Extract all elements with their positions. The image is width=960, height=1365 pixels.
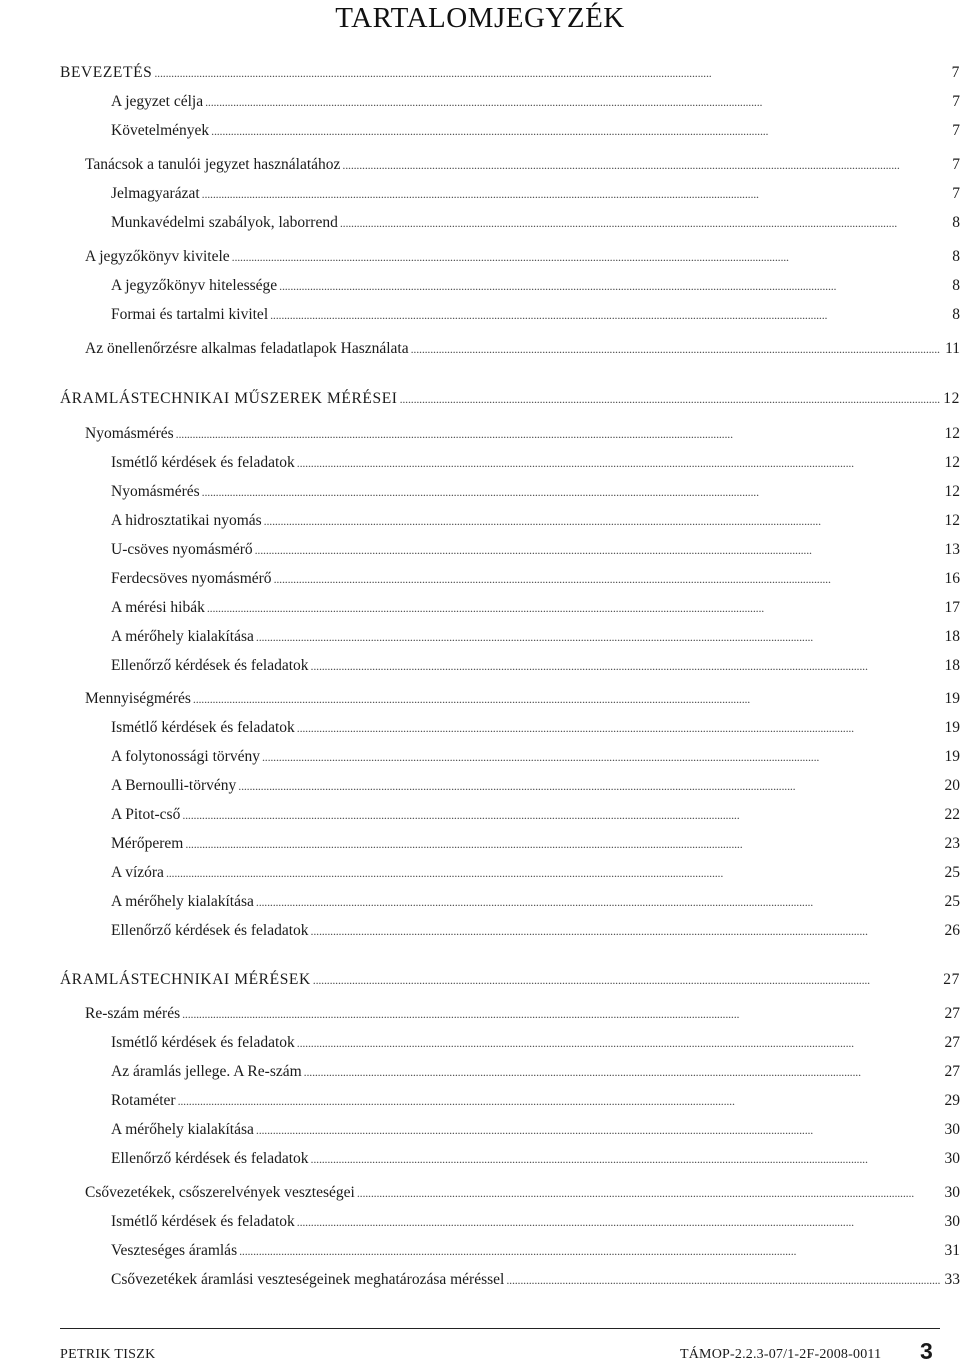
toc-page-number: 7 xyxy=(951,64,960,81)
toc-leader-dots xyxy=(166,862,940,884)
toc-entry[interactable] xyxy=(111,304,960,326)
toc-page-number: 25 xyxy=(944,893,960,910)
footer-project-code: TÁMOP-2.2.3-07/1-2F-2008-0011 xyxy=(680,1347,882,1362)
toc-entry[interactable] xyxy=(85,1003,960,1025)
toc-entry-label: Ismétlő kérdések és feladatok xyxy=(111,719,295,736)
footer-page-number: 3 xyxy=(920,1338,933,1364)
toc-entry-label: U-csöves nyomásmérő xyxy=(111,541,253,558)
toc-page-number: 19 xyxy=(944,719,960,736)
toc-leader-dots xyxy=(411,338,940,360)
toc-page-number: 8 xyxy=(952,306,960,323)
toc-leader-dots xyxy=(202,481,940,503)
footer-divider xyxy=(60,1328,940,1329)
toc-entry[interactable] xyxy=(85,423,960,445)
toc-entry[interactable] xyxy=(85,246,960,268)
toc-page-number: 27 xyxy=(944,1063,960,1080)
toc-page-number: 33 xyxy=(944,1271,960,1288)
toc-entry[interactable] xyxy=(111,1032,960,1054)
toc-entry-label: Csővezetékek, csőszerelvények veszteségei xyxy=(85,1184,355,1201)
toc-page-number: 30 xyxy=(944,1150,960,1167)
toc-page-number: 26 xyxy=(944,922,960,939)
toc-leader-dots xyxy=(202,183,940,205)
toc-leader-dots xyxy=(311,920,940,942)
toc-leader-dots xyxy=(255,539,940,561)
toc-leader-dots xyxy=(340,212,940,234)
toc-entry[interactable] xyxy=(111,1090,960,1112)
toc-entry[interactable] xyxy=(111,1119,960,1141)
toc-entry[interactable] xyxy=(85,154,960,176)
toc-page-number: 8 xyxy=(952,248,960,265)
toc-page-number: 30 xyxy=(944,1184,960,1201)
toc-entry[interactable] xyxy=(111,833,960,855)
toc-leader-dots xyxy=(400,388,940,410)
toc-entry-label: Ellenőrző kérdések és feladatok xyxy=(111,922,309,939)
toc-leader-dots xyxy=(182,804,940,826)
toc-entry[interactable] xyxy=(111,212,960,234)
toc-leader-dots xyxy=(506,1269,940,1291)
toc-entry[interactable] xyxy=(111,275,960,297)
toc-entry-label: A mérőhely kialakítása xyxy=(111,1121,254,1138)
toc-entry[interactable] xyxy=(111,539,960,561)
toc-leader-dots xyxy=(264,510,940,532)
toc-leader-dots xyxy=(274,568,940,590)
toc-page-number: 27 xyxy=(943,971,960,988)
toc-page-number: 20 xyxy=(944,777,960,794)
toc-entry-label: Ferdecsöves nyomásmérő xyxy=(111,570,272,587)
toc-page-number: 11 xyxy=(945,340,960,357)
toc-leader-dots xyxy=(185,833,940,855)
toc-page-number: 17 xyxy=(944,599,960,616)
toc-page-number: 18 xyxy=(944,657,960,674)
toc-leader-dots xyxy=(262,746,940,768)
toc-leader-dots xyxy=(232,246,940,268)
toc-page-number: 25 xyxy=(944,864,960,881)
toc-leader-dots xyxy=(297,452,940,474)
toc-entry-label: A Bernoulli-törvény xyxy=(111,777,237,794)
toc-entry[interactable] xyxy=(111,626,960,648)
toc-leader-dots xyxy=(357,1182,940,1204)
toc-entry-label: A jegyzet célja xyxy=(111,93,204,110)
toc-entry-label: Ellenőrző kérdések és feladatok xyxy=(111,657,309,674)
toc-page-number: 12 xyxy=(943,390,960,407)
toc-page-number: 27 xyxy=(944,1034,960,1051)
toc-page-number: 7 xyxy=(952,185,960,202)
toc-page-number: 12 xyxy=(944,483,960,500)
toc-page-number: 31 xyxy=(944,1242,960,1259)
toc-entry[interactable] xyxy=(111,1061,960,1083)
toc-leader-dots xyxy=(182,1003,940,1025)
toc-entry[interactable] xyxy=(111,746,960,768)
toc-leader-dots xyxy=(313,969,940,991)
toc-entry-label: Re-szám mérés xyxy=(85,1005,181,1022)
toc-page-number: 8 xyxy=(952,277,960,294)
toc-entry[interactable] xyxy=(111,597,960,619)
toc-leader-dots xyxy=(178,1090,940,1112)
toc-entry-label: A mérőhely kialakítása xyxy=(111,628,254,645)
toc-entry[interactable] xyxy=(111,183,960,205)
toc-leader-dots xyxy=(311,1148,940,1170)
toc-entry-label: A jegyzőkönyv kivitele xyxy=(85,248,230,265)
toc-entry[interactable] xyxy=(111,1269,960,1291)
toc-page-number: 12 xyxy=(944,425,960,442)
toc-entry-label: Rotaméter xyxy=(111,1092,176,1109)
toc-entry-label: Veszteséges áramlás xyxy=(111,1242,238,1259)
toc-page-number: 13 xyxy=(944,541,960,558)
toc-entry-label: Tanácsok a tanulói jegyzet használatához xyxy=(85,156,341,173)
toc-entry-label: A mérési hibák xyxy=(111,599,205,616)
toc-leader-dots xyxy=(297,1032,940,1054)
toc-leader-dots xyxy=(205,91,940,113)
toc-entry[interactable] xyxy=(111,1211,960,1233)
toc-page-number: 19 xyxy=(944,690,960,707)
toc-leader-dots xyxy=(279,275,940,297)
toc-leader-dots xyxy=(270,304,940,326)
toc-leader-dots xyxy=(297,717,940,739)
footer-publisher: PETRIK TISZK xyxy=(60,1347,156,1362)
toc-page-number: 16 xyxy=(944,570,960,587)
toc-entry[interactable] xyxy=(111,452,960,474)
toc-entry[interactable] xyxy=(111,862,960,884)
toc-entry[interactable] xyxy=(111,1148,960,1170)
toc-entry-label: Mérőperem xyxy=(111,835,184,852)
toc-page-number: 12 xyxy=(944,512,960,529)
toc-entry-label: Követelmények xyxy=(111,122,210,139)
toc-entry[interactable] xyxy=(111,804,960,826)
toc-leader-dots xyxy=(207,597,940,619)
toc-entry-label: Mennyiségmérés xyxy=(85,690,191,707)
toc-entry-label: Formai és tartalmi kivitel xyxy=(111,306,269,323)
toc-entry[interactable] xyxy=(111,775,960,797)
toc-entry-label: A vízóra xyxy=(111,864,164,881)
toc-entry-label: Nyomásmérés xyxy=(111,483,200,500)
toc-entry[interactable] xyxy=(85,1182,960,1204)
toc-page-number: 7 xyxy=(952,156,960,173)
toc-entry[interactable] xyxy=(111,481,960,503)
toc-entry-label: Csővezetékek áramlási veszteségeinek meghatározása méréssel xyxy=(111,1271,505,1288)
toc-entry-label: Az önellenőrzésre alkalmas feladatlapok Használata xyxy=(85,340,409,357)
toc-page-number: 23 xyxy=(944,835,960,852)
toc-page-number: 22 xyxy=(944,806,960,823)
toc-entry-label: A jegyzőkönyv hitelessége xyxy=(111,277,278,294)
toc-page-number: 19 xyxy=(944,748,960,765)
toc-entry[interactable] xyxy=(111,120,960,142)
page-title: TARTALOMJEGYZÉK xyxy=(335,2,625,34)
toc-entry-label: A mérőhely kialakítása xyxy=(111,893,254,910)
toc-entry[interactable] xyxy=(85,338,960,360)
toc-entry-label: Munkavédelmi szabályok, laborrend xyxy=(111,214,338,231)
toc-entry[interactable] xyxy=(111,1240,960,1262)
toc-entry[interactable] xyxy=(60,969,960,991)
toc-leader-dots xyxy=(342,154,940,176)
toc-entry-label: A hidrosztatikai nyomás xyxy=(111,512,262,529)
toc-leader-dots xyxy=(239,1240,940,1262)
toc-page-number: 27 xyxy=(944,1005,960,1022)
toc-leader-dots xyxy=(304,1061,940,1083)
toc-leader-dots xyxy=(176,423,940,445)
toc-entry[interactable] xyxy=(111,655,960,677)
toc-entry-label: ÁRAMLÁSTECHNIKAI MÉRÉSEK xyxy=(60,971,311,988)
toc-leader-dots xyxy=(297,1211,940,1233)
toc-entry[interactable] xyxy=(85,688,960,710)
toc-entry[interactable] xyxy=(111,568,960,590)
toc-page-number: 12 xyxy=(944,454,960,471)
toc-entry[interactable] xyxy=(60,62,960,84)
toc-page-number: 29 xyxy=(944,1092,960,1109)
toc-leader-dots xyxy=(238,775,940,797)
toc-entry[interactable] xyxy=(111,510,960,532)
toc-entry-label: BEVEZETÉS xyxy=(60,64,153,81)
toc-entry-label: Ismétlő kérdések és feladatok xyxy=(111,1034,295,1051)
toc-entry-label: A folytonossági törvény xyxy=(111,748,260,765)
toc-leader-dots xyxy=(211,120,940,142)
toc-entry[interactable] xyxy=(60,388,960,410)
toc-entry-label: Ismétlő kérdések és feladatok xyxy=(111,454,295,471)
toc-leader-dots xyxy=(256,891,940,913)
toc-leader-dots xyxy=(154,62,940,84)
toc-entry-label: A Pitot-cső xyxy=(111,806,181,823)
toc-entry-label: Ellenőrző kérdések és feladatok xyxy=(111,1150,309,1167)
toc-leader-dots xyxy=(256,1119,940,1141)
toc-page-number: 18 xyxy=(944,628,960,645)
toc-entry-label: Az áramlás jellege. A Re-szám xyxy=(111,1063,302,1080)
toc-page-number: 30 xyxy=(944,1121,960,1138)
toc-entry-label: Nyomásmérés xyxy=(85,425,174,442)
toc-entry-label: Ismétlő kérdések és feladatok xyxy=(111,1213,295,1230)
toc-page-number: 30 xyxy=(944,1213,960,1230)
toc-entry-label: ÁRAMLÁSTECHNIKAI MŰSZEREK MÉRÉSEI xyxy=(60,390,398,407)
toc-leader-dots xyxy=(311,655,940,677)
toc-page-number: 8 xyxy=(952,214,960,231)
toc-page-number: 7 xyxy=(952,93,960,110)
toc-page-number: 7 xyxy=(952,122,960,139)
toc-entry[interactable] xyxy=(111,891,960,913)
toc-entry[interactable] xyxy=(111,91,960,113)
toc-entry[interactable] xyxy=(111,717,960,739)
toc-leader-dots xyxy=(256,626,940,648)
toc-leader-dots xyxy=(193,688,940,710)
toc-entry-label: Jelmagyarázat xyxy=(111,185,200,202)
toc-entry[interactable] xyxy=(111,920,960,942)
